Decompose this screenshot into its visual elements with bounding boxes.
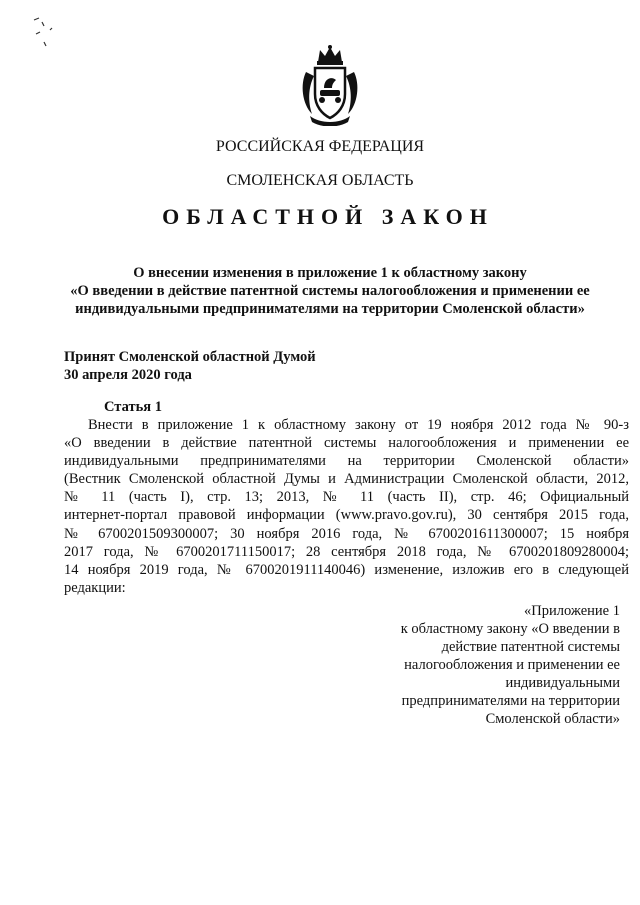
law-title [40, 264, 620, 318]
article-line: 2017 года, № 6700201711150017; 28 сентября 2018 года, № 6700201809280004; [64, 543, 629, 560]
article-line: № 11 (часть I), стр. 13; 2013, № 11 (часть II), стр. 46; Официальный [64, 489, 629, 506]
article-line: (Вестник Смоленской областной Думы и Администрации Смоленской области, 2012, [64, 471, 629, 488]
appendix-line: к областному закону «О введении в [400, 621, 620, 637]
adoption-info [64, 348, 316, 384]
coat-of-arms-icon [298, 44, 362, 126]
appendix-line: налогообложения и применении ее [404, 657, 620, 673]
appendix-line: «Приложение 1 [524, 603, 620, 619]
appendix-line: Смоленской области» [485, 711, 620, 727]
adoption-body: Принят Смоленской областной Думой [64, 349, 316, 365]
article-line: редакции: [64, 579, 126, 596]
appendix-line: индивидуальными [505, 675, 620, 691]
article-heading: Статья 1 [104, 399, 162, 415]
federation-heading: РОССИЙСКАЯ ФЕДЕРАЦИЯ [215, 138, 425, 155]
appendix-line: предпринимателями на территории [401, 693, 620, 709]
article-line: интернет-портал правовой информации (www.pravo.gov.ru), 30 сентября 2015 года, [64, 507, 629, 524]
article-line: Внести в приложение 1 к областному закону от 19 ноября 2012 года № 90-з [88, 417, 629, 433]
article-line: «О введении в действие патентной системы налогообложения и применении ее [64, 435, 629, 452]
article-line: № 6700201509300007; 30 ноября 2016 года, № 6700201611300007; 15 ноября [64, 525, 629, 542]
law-title-line: О внесении изменения в приложение 1 к областному закону [133, 265, 527, 281]
region-heading: СМОЛЕНСКАЯ ОБЛАСТЬ [226, 172, 414, 189]
adoption-date: 30 апреля 2020 года [64, 367, 192, 383]
article-line: индивидуальными предпринимателями на территории Смоленской области» [64, 453, 629, 470]
document-type-heading: ОБЛАСТНОЙ ЗАКОН [162, 204, 494, 229]
law-title-line: «О введении в действие патентной системы налогообложения и применении ее [70, 283, 590, 299]
law-title-line: индивидуальными предпринимателями на территории Смоленской области» [75, 301, 585, 317]
appendix-line: действие патентной системы [441, 639, 620, 655]
appendix-heading [320, 602, 620, 728]
scan-mark-icon [30, 12, 60, 52]
article-body [64, 416, 629, 597]
article-line: 14 ноября 2019 года, № 6700201911140046) изменение, изложив его в следующей [64, 561, 629, 578]
